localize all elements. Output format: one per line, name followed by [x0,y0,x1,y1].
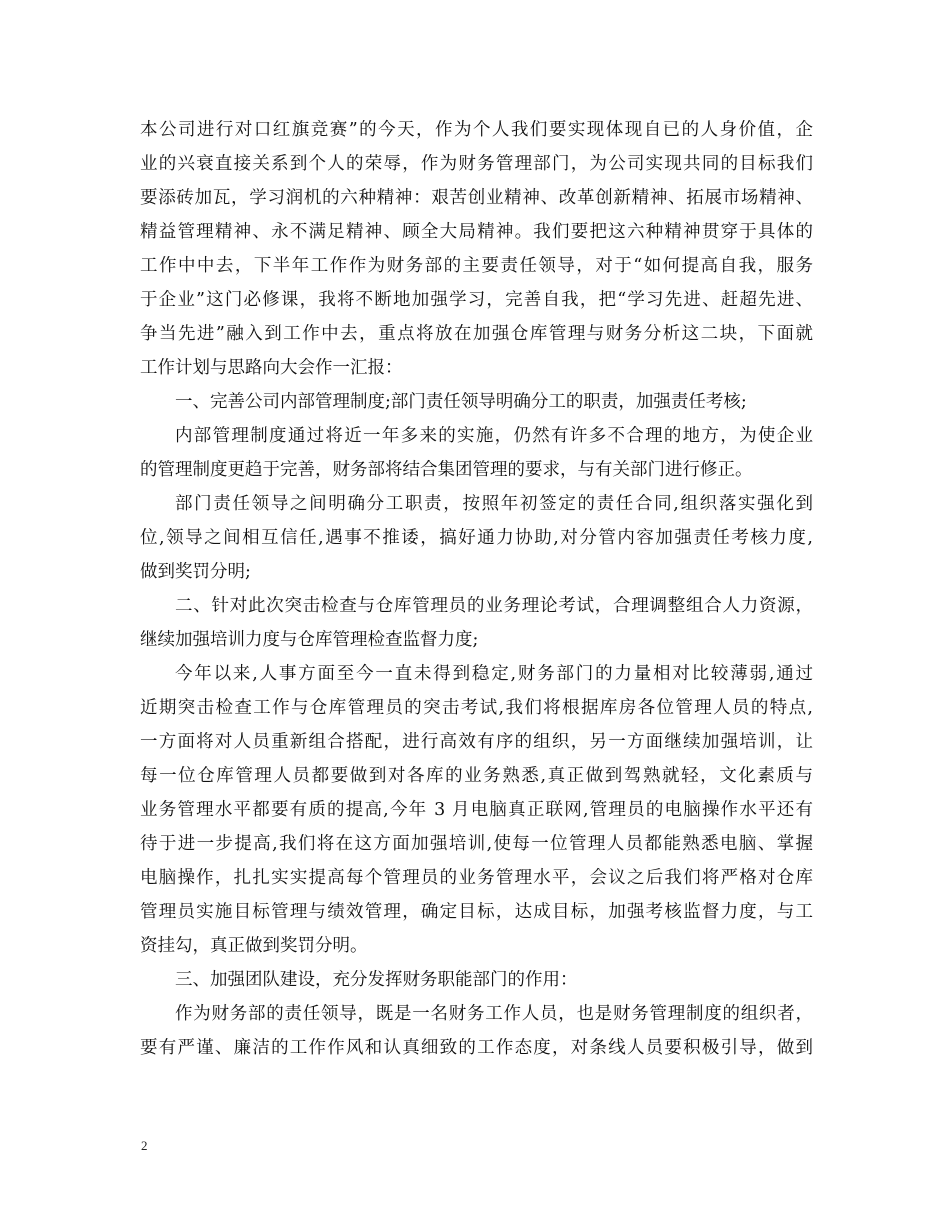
text-line: 于企业”这门必修课，我将不断地加强学习，完善自我，把“学习先进、赶超先进、 [140,290,813,310]
text-line: 工作计划与思路向大会作一汇报： [140,358,403,378]
text-line: 工作中中去，下半年工作作为财务部的主要责任领导，对于“如何提高自我，服务 [140,256,813,276]
text-line: 资挂勾，真正做到奖罚分明。 [140,936,368,956]
text-line: 位,领导之间相互信任,遇事不推诿，搞好通力协助,对分管内容加强责任考核力度, [140,528,813,548]
text-line: 近期突击检查工作与仓库管理员的突击考试,我们将根据库房各位管理人员的特点, [140,698,813,718]
document-body [140,113,813,1065]
text-line: 作为财务部的责任领导，既是一名财务工作人员，也是财务管理制度的组织者， [175,1004,813,1024]
text-line: 的管理制度更趋于完善，财务部将结合集团管理的要求，与有关部门进行修正。 [140,460,753,480]
text-line: 每一位仓库管理人员都要做到对各库的业务熟悉,真正做到驾熟就轻，文化素质与 [140,766,813,786]
text-line: 争当先进”融入到工作中去，重点将放在加强仓库管理与财务分析这二块，下面就 [140,324,813,344]
text-line: 精益管理精神、永不满足精神、顾全大局精神。我们要把这六种精神贯穿于具体的 [140,222,813,242]
text-line: 继续加强培训力度与仓库管理检查监督力度; [140,630,479,650]
text-line: 业务管理水平都要有质的提高,今年 3 月电脑真正联网,管理员的电脑操作水平还有 [140,800,813,820]
text-line: 待于进一步提高,我们将在这方面加强培训,使每一位管理人员都能熟悉电脑、掌握 [140,834,813,854]
text-line: 今年以来,人事方面至今一直未得到稳定,财务部门的力量相对比较薄弱,通过 [175,664,813,684]
text-line: 一、完善公司内部管理制度;部门责任领导明确分工的职责，加强责任考核; [175,392,747,412]
text-line: 管理员实施目标管理与绩效管理，确定目标，达成目标，加强考核监督力度，与工 [140,902,813,922]
page-number: 2 [141,1138,148,1153]
text-line: 业的兴衰直接关系到个人的荣辱，作为财务管理部门，为公司实现共同的目标我们 [140,154,813,174]
text-line: 一方面将对人员重新组合搭配，进行高效有序的组织，另一方面继续加强培训，让 [140,732,813,752]
text-line: 电脑操作，扎扎实实提高每个管理员的业务管理水平，会议之后我们将严格对仓库 [140,868,813,888]
text-line: 三、加强团队建设，充分发挥财务职能部门的作用： [175,970,578,990]
text-line: 做到奖罚分明; [140,562,251,582]
text-line: 二、针对此次突击检查与仓库管理员的业务理论考试，合理调整组合人力资源， [175,596,813,616]
text-line: 部门责任领导之间明确分工职责，按照年初签定的责任合同,组织落实强化到 [175,494,813,514]
text-line: 要有严谨、廉洁的工作作风和认真细致的工作态度，对条线人员要积极引导，做到 [140,1038,813,1058]
text-line: 要添砖加瓦，学习润机的六种精神：艰苦创业精神、改革创新精神、拓展市场精神、 [140,188,813,208]
text-line: 内部管理制度通过将近一年多来的实施，仍然有许多不合理的地方，为使企业 [175,426,813,446]
text-line: 本公司进行对口红旗竞赛”的今天，作为个人我们要实现体现自已的人身价值，企 [140,120,813,140]
